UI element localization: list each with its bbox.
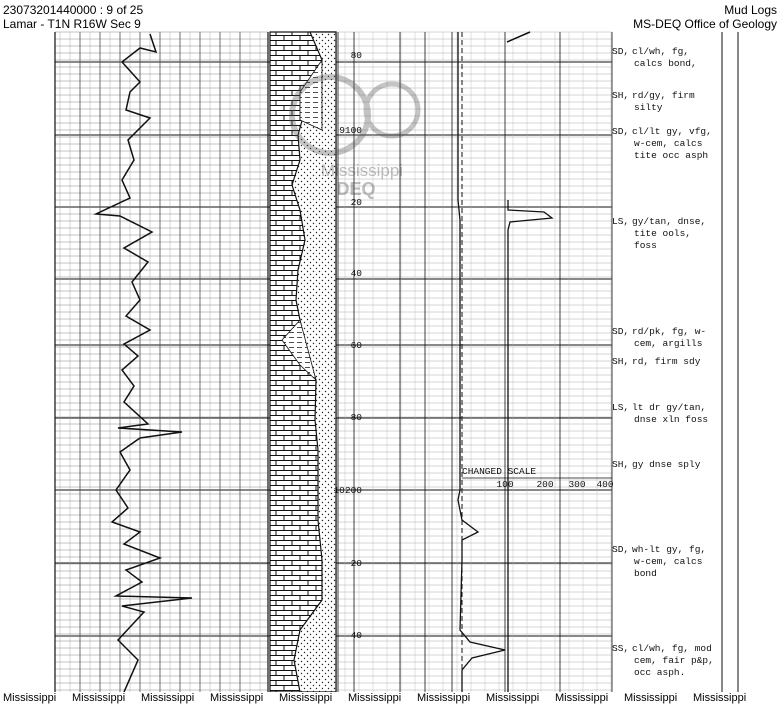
lithology-code: LS, [612, 402, 630, 413]
lithology-description: cem, fair p&p, [634, 655, 714, 666]
footer-watermark-label: Mississippi [141, 692, 195, 704]
gas-scale-tick: 100 [496, 479, 514, 490]
gas-scale-tick: 400 [596, 479, 614, 490]
lithology-code: SD, [612, 326, 630, 337]
footer-watermark-label: Mississippi [210, 692, 264, 704]
lithology-description: dnse xln foss [634, 414, 709, 425]
lithology-description: rd/gy, firm [632, 90, 695, 101]
sp-curve [96, 34, 192, 692]
lithology-code: SH, [612, 90, 630, 101]
footer-watermark-label: Mississippi [555, 692, 609, 704]
depth-label: 80 [350, 50, 362, 61]
gas-curve [507, 32, 530, 42]
lithology-code: SH, [612, 356, 630, 367]
footer-watermark-label: Mississippi [279, 692, 333, 704]
lithology-code: SS, [612, 643, 630, 654]
lithology-description: lt dr gy/tan, [632, 402, 707, 413]
lithology-code: LS, [612, 216, 630, 227]
depth-label: 9100 [339, 125, 362, 136]
lithology-description: wh-lt gy, fg, [632, 544, 707, 555]
lithology-description: rd/pk, fg, w- [632, 326, 707, 337]
lithology-column [270, 32, 336, 692]
lithology-description: tite ools, [634, 228, 692, 239]
lithology-code: SH, [612, 459, 630, 470]
lithology-description: cl/lt gy, vfg, [632, 126, 712, 137]
watermark-text: Mississippi [320, 161, 404, 180]
footer-watermark-label: Mississippi [486, 692, 540, 704]
well-id-page: 23073201440000 : 9 of 25 [3, 3, 144, 17]
watermark-ring [366, 84, 418, 136]
footer-watermark-label: Mississippi [348, 692, 402, 704]
gas-scale-tick: 200 [536, 479, 554, 490]
lithology-description: cem, argills [634, 338, 703, 349]
log-annotations [333, 46, 713, 678]
depth-label: 60 [350, 340, 362, 351]
gas-scale-title: CHANGED SCALE [462, 466, 537, 477]
agency-name: MS-DEQ Office of Geology [633, 17, 777, 31]
lithology-description: occ asph. [634, 667, 686, 678]
lithology-description: silty [634, 102, 663, 113]
lithology-description: cl/wh, fg, mod [632, 643, 712, 654]
lithology-description: cl/wh, fg, [632, 46, 690, 57]
lithology-description: gy dnse sply [632, 459, 701, 470]
depth-label: 40 [350, 268, 362, 279]
footer-watermark-label: Mississippi [3, 692, 57, 704]
lithology-description: rd, firm sdy [632, 356, 701, 367]
lithology-code: SD, [612, 544, 630, 555]
footer-watermark-label: Mississippi [72, 692, 126, 704]
footer-watermark-label: Mississippi [417, 692, 471, 704]
lithology-description: calcs bond, [634, 58, 697, 69]
lithology-description: w-cem, calcs [634, 556, 703, 567]
footer-watermark-label: Mississippi [693, 692, 747, 704]
depth-label: 20 [350, 197, 362, 208]
footer-watermark-label: Mississippi [624, 692, 678, 704]
depth-label: 80 [350, 412, 362, 423]
lithology-description: tite occ asph [634, 150, 709, 161]
document-type: Mud Logs [724, 3, 777, 17]
lithology-description: foss [634, 240, 657, 251]
well-location: Lamar - T1N R16W Sec 9 [3, 17, 141, 31]
total-gas-curve [458, 32, 505, 692]
depth-label: 20 [350, 558, 362, 569]
lithology-code: SD, [612, 46, 630, 57]
lithology-description: bond [634, 568, 657, 579]
lithology-description: gy/tan, dnse, [632, 216, 707, 227]
watermark-text: DEQ [336, 179, 376, 199]
depth-label: 10200 [333, 485, 362, 496]
footer-watermark-row [0, 692, 781, 705]
depth-label: 40 [350, 630, 362, 641]
lithology-description: w-cem, calcs [634, 138, 703, 149]
gas-scale-tick: 300 [568, 479, 586, 490]
lithology-code: SD, [612, 126, 630, 137]
gas-curve [508, 200, 552, 692]
